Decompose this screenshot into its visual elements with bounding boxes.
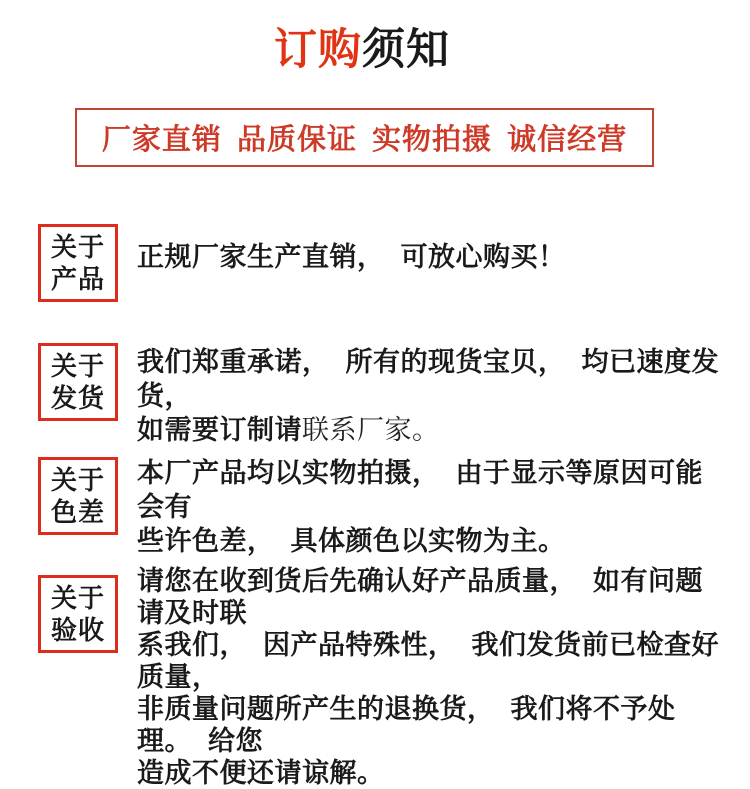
section-about-acceptance <box>38 566 728 789</box>
content-line <box>137 413 728 447</box>
about-product-text <box>137 240 566 274</box>
about-color-label-box <box>38 457 118 535</box>
label-line: 关于 <box>50 465 105 495</box>
slogan-box <box>75 108 654 167</box>
section-about-color-difference <box>38 457 728 558</box>
page-title-black-part: 须知 <box>362 26 450 74</box>
about-acceptance-text <box>137 565 728 789</box>
contact-factory-note: 联系厂家。 <box>302 415 440 445</box>
about-color-text <box>137 456 728 558</box>
section-about-product <box>38 224 728 302</box>
label-line: 发货 <box>50 383 105 413</box>
label-line: 色差 <box>50 497 105 527</box>
content-line: 本厂产品均以实物拍摄， 由于显示等原因可能会有 <box>137 458 704 522</box>
label-line: 关于 <box>50 351 105 381</box>
about-acceptance-label-box <box>38 575 118 653</box>
content-line: 非质量问题所产生的退换货， 我们将不予处理。 给您 <box>137 694 676 756</box>
label-line: 产品 <box>50 264 105 294</box>
content-line: 我们郑重承诺， 所有的现货宝贝， 均已速度发货， <box>137 347 720 411</box>
page-title <box>0 24 724 76</box>
about-shipping-label-box <box>38 343 118 421</box>
section-about-shipping <box>38 343 728 447</box>
content-line-bold-part: 如需要订制请 <box>137 415 302 445</box>
content-line: 造成不便还请谅解。 <box>137 758 385 788</box>
content-line: 请您在收到货后先确认好产品质量， 如有问题请及时联 <box>137 566 704 628</box>
label-line: 关于 <box>50 232 105 262</box>
label-line: 验收 <box>50 615 105 645</box>
about-product-label-box <box>38 224 118 302</box>
content-line: 系我们， 因产品特殊性， 我们发货前已检查好质量， <box>137 630 720 692</box>
slogan-text: 厂家直销 品质保证 实物拍摄 诚信经营 <box>101 124 628 156</box>
content-line: 正规厂家生产直销， 可放心购买！ <box>137 242 566 272</box>
page-title-red-part: 订购 <box>274 26 362 74</box>
about-shipping-text <box>137 345 728 447</box>
label-line: 关于 <box>50 583 105 613</box>
content-line: 些许色差， 具体颜色以实物为主。 <box>137 526 566 556</box>
